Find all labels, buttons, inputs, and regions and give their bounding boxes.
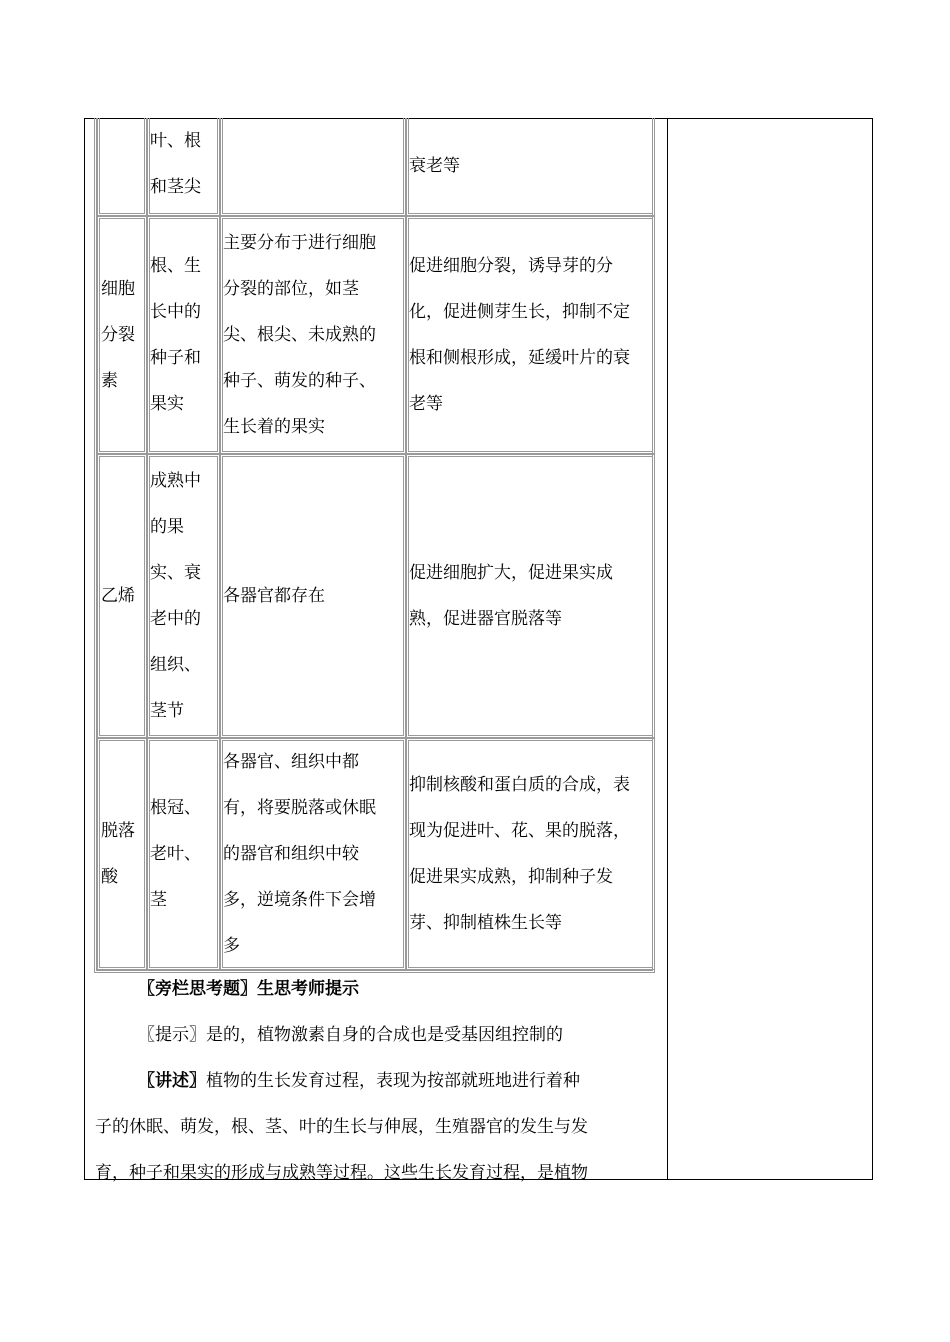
table-cell-site: 根、生 长中的 种子和 果实: [147, 216, 220, 454]
lecture-paragraph-line-1: [138, 1058, 580, 1104]
table-cell-name: 脱落 酸: [97, 738, 147, 970]
lecture-paragraph-line-2: 子的休眠、萌发，根、茎、叶的生长与伸展，生殖器官的发生与发: [95, 1117, 588, 1137]
table-cell-function: 抑制核酸和蛋白质的合成，表 现为促进叶、花、果的脱落， 促进果实成熟，抑制种子发 芽、抑制植株生长等: [406, 738, 655, 970]
lecture-label: 〖讲述〗: [138, 1071, 206, 1091]
table-cell-site: 根冠、 老叶、 茎: [147, 738, 220, 970]
table-cell-function: 促进细胞扩大，促进果实成 熟，促进器官脱落等: [406, 454, 655, 738]
table-cell-name: [97, 118, 147, 216]
table-cell-function: 衰老等: [406, 118, 655, 216]
column-divider: [667, 119, 668, 1179]
sidebar-question-heading: 〖旁栏思考题〗生思考师提示: [138, 979, 359, 999]
table-cell-name: 乙烯: [97, 454, 147, 738]
table-cell-distribution: [220, 118, 406, 216]
lecture-text-1: 植物的生长发育过程，表现为按部就班地进行着种: [206, 1071, 580, 1091]
table-cell-site: 成熟中 的果 实、衰 老中的 组织、 茎节: [147, 454, 220, 738]
hint-paragraph: 〖提示〗是的，植物激素自身的合成也是受基因组控制的: [138, 1025, 563, 1045]
table-cell-distribution: 各器官都存在: [220, 454, 406, 738]
lecture-paragraph-line-3: 育，种子和果实的形成与成熟等过程。这些生长发育过程，是植物: [95, 1163, 588, 1183]
table-cell-site: 叶、根 和茎尖: [147, 118, 220, 216]
table-cell-distribution: 主要分布于进行细胞 分裂的部位，如茎 尖、根尖、未成熟的 种子、萌发的种子、 生长着的果实: [220, 216, 406, 454]
hormone-table: [94, 118, 655, 973]
table-cell-name: 细胞 分裂 素: [97, 216, 147, 454]
table-cell-distribution: 各器官、组织中都 有，将要脱落或休眠 的器官和组织中较 多，逆境条件下会增 多: [220, 738, 406, 970]
table-cell-function: 促进细胞分裂，诱导芽的分 化，促进侧芽生长，抑制不定 根和侧根形成，延缓叶片的衰 老等: [406, 216, 655, 454]
